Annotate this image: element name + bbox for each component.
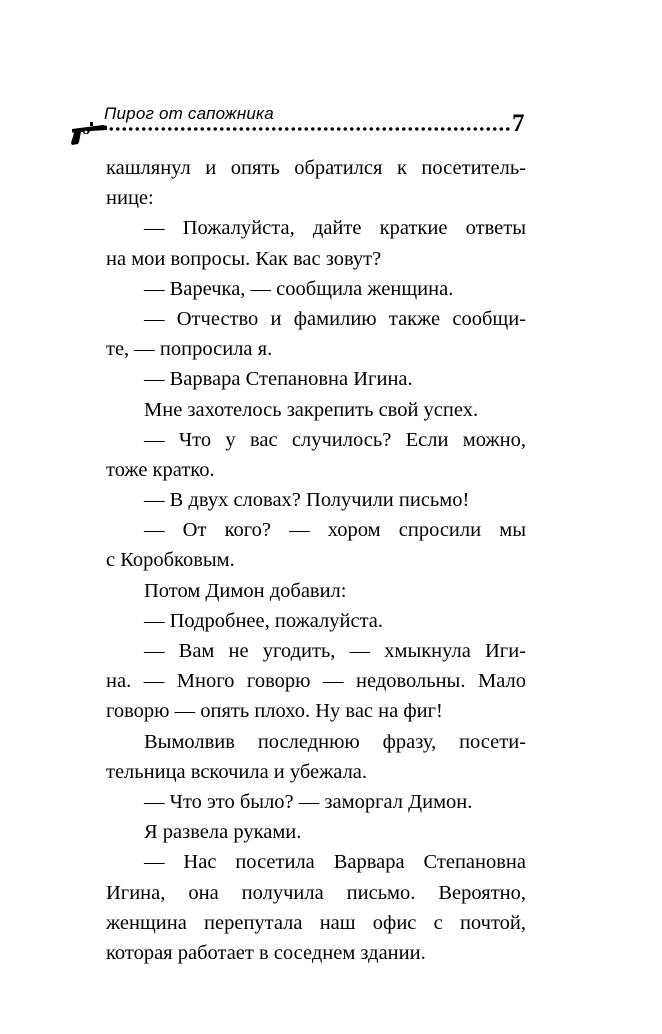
text-line: — Отчество и фамилию также сообщи- bbox=[144, 307, 526, 330]
text-line: Вымолвив последнюю фразу, посети- bbox=[144, 730, 526, 753]
text-line: Игина, она получила письмо. Вероятно, bbox=[106, 881, 526, 904]
text-line: — Подробнее, пожалуйста. bbox=[144, 609, 384, 632]
text-line: Мне захотелось закрепить свой успех. bbox=[144, 398, 479, 421]
revolver-icon bbox=[70, 120, 110, 146]
body-text bbox=[106, 153, 526, 968]
text-line: те, — попросила я. bbox=[106, 338, 273, 361]
text-line: — Нас посетила Варвара Степановна bbox=[144, 851, 526, 874]
text-line: — От кого? — хором спросили мы bbox=[144, 519, 526, 542]
text-line: на мои вопросы. Как вас зовут? bbox=[106, 247, 382, 270]
text-line: — Варвара Степановна Игина. bbox=[144, 368, 413, 391]
leader-dots bbox=[108, 126, 510, 132]
text-line: на. — Много говорю — недовольны. Мало bbox=[106, 670, 526, 693]
text-line: Потом Димон добавил: bbox=[144, 579, 347, 602]
text-line: тельница вскочила и убежала. bbox=[106, 760, 368, 783]
text-line: Я развела руками. bbox=[144, 821, 302, 844]
text-line: которая работает в соседнем здании. bbox=[106, 941, 426, 964]
text-line: тоже кратко. bbox=[106, 458, 215, 481]
text-line: с Коробковым. bbox=[106, 549, 235, 572]
running-title: Пирог от сапожника bbox=[104, 104, 274, 123]
text-line: — Варечка, — сообщила женщина. bbox=[144, 277, 454, 300]
text-line: женщина перепутала наш офис с почтой, bbox=[106, 911, 526, 934]
text-line: нице: bbox=[106, 187, 154, 210]
page-number: 7 bbox=[512, 110, 525, 137]
text-line: — Что это было? — заморгал Димон. bbox=[144, 790, 473, 813]
text-line: — Вам не угодить, — хмыкнула Иги- bbox=[144, 640, 526, 662]
text-line: — Пожалуйста, дайте краткие ответы bbox=[144, 217, 526, 240]
text-line: говорю — опять плохо. Ну вас на фиг! bbox=[106, 700, 443, 723]
text-line: — Что у вас случилось? Если можно, bbox=[144, 428, 526, 451]
text-line: кашлянул и опять обратился к посетитель- bbox=[106, 157, 526, 179]
text-line: — В двух словах? Получили письмо! bbox=[144, 489, 470, 512]
